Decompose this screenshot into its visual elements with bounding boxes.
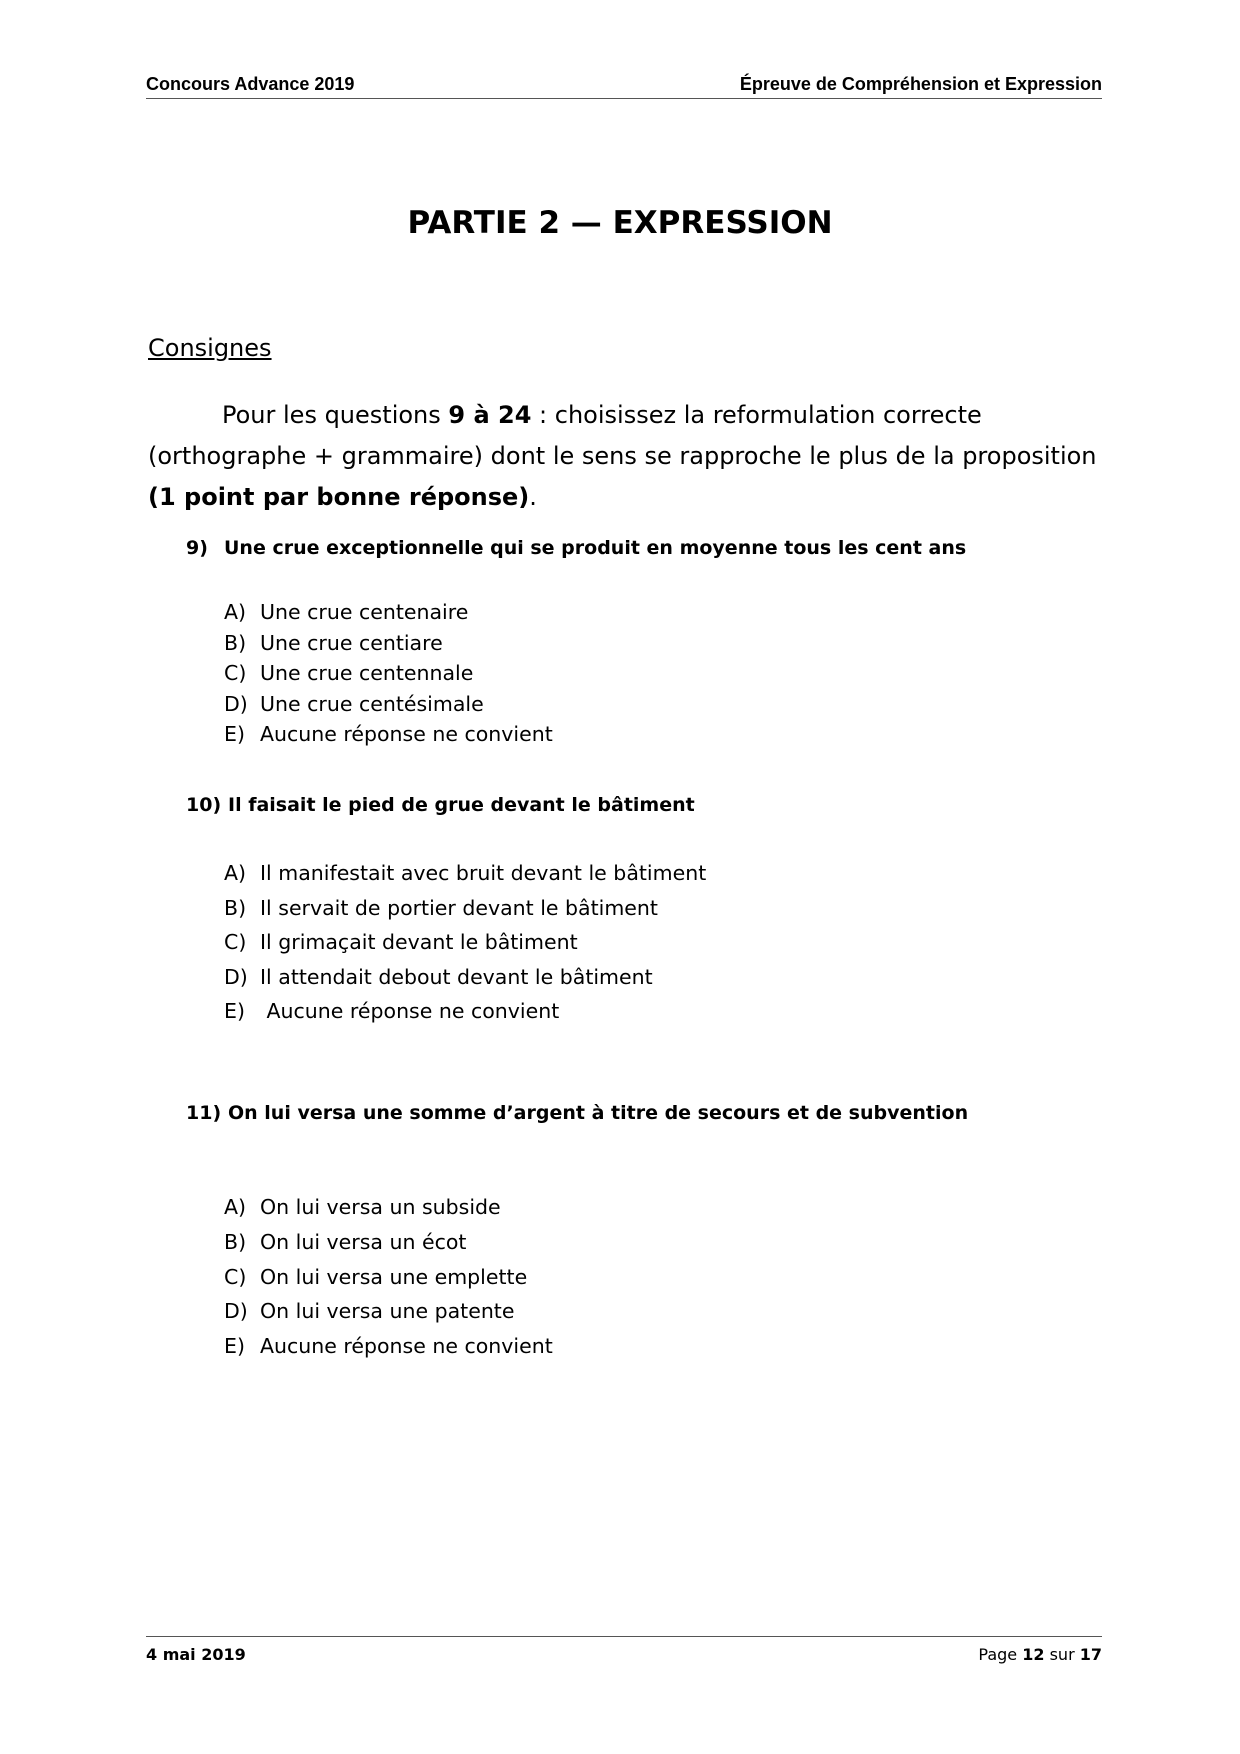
question-number: 10) xyxy=(186,794,222,816)
answer-option[interactable]: B) Il servait de portier devant le bâtiment xyxy=(224,895,658,920)
question-11 xyxy=(186,1102,968,1124)
instructions-paragraph xyxy=(148,395,1108,518)
question-number: 9) xyxy=(186,537,208,559)
answer-option[interactable]: E) Aucune réponse ne convient xyxy=(224,722,553,746)
answer-option[interactable]: A) On lui versa un subside xyxy=(224,1195,501,1219)
answer-option[interactable]: B) On lui versa un écot xyxy=(224,1229,467,1254)
page-header xyxy=(146,72,1102,99)
answer-option[interactable]: A) Une crue centenaire xyxy=(224,600,469,624)
answer-option[interactable]: C) Il grimaçait devant le bâtiment xyxy=(224,930,578,954)
points-note: (1 point par bonne réponse) xyxy=(148,483,530,511)
answer-option[interactable]: D) On lui versa une patente xyxy=(224,1299,515,1324)
page-number: Page 12 sur 17 xyxy=(978,1645,1102,1664)
footer-date: 4 mai 2019 xyxy=(146,1645,246,1664)
question-text: On lui versa une somme d’argent à titre de secours et de subvention xyxy=(228,1102,969,1124)
header-exam-section: Épreuve de Compréhension et Expression xyxy=(739,74,1102,94)
question-9 xyxy=(186,537,966,559)
instructions-line-1: Pour les questions 9 à 24 : choisissez la reformulation correcte xyxy=(222,401,982,429)
page-footer xyxy=(146,1636,1102,1667)
answer-list-11 xyxy=(224,1190,553,1364)
answer-list-10 xyxy=(224,856,706,1029)
answer-option[interactable]: E) Aucune réponse ne convient xyxy=(224,1334,553,1359)
instructions-line-2: (orthographe + grammaire) dont le sens se rapproche le plus de la proposition xyxy=(148,442,1097,470)
question-text: Il faisait le pied de grue devant le bâtiment xyxy=(228,794,695,816)
consignes-heading: Consignes xyxy=(148,334,272,362)
question-text: Une crue exceptionnelle qui se produit en moyenne tous les cent ans xyxy=(224,537,967,559)
answer-option[interactable]: D) Il attendait debout devant le bâtiment xyxy=(224,964,653,989)
question-10 xyxy=(186,794,695,816)
answer-option[interactable]: D) Une crue centésimale xyxy=(224,691,484,716)
answer-option[interactable]: B) Une crue centiare xyxy=(224,630,443,655)
answer-option[interactable]: A) Il manifestait avec bruit devant le bâtiment xyxy=(224,861,707,885)
question-number: 11) xyxy=(186,1102,222,1124)
answer-option[interactable]: E) Aucune réponse ne convient xyxy=(224,999,560,1023)
answer-option[interactable]: C) Une crue centennale xyxy=(224,661,474,685)
instructions-line-3: (1 point par bonne réponse). xyxy=(148,483,537,511)
answer-list-9 xyxy=(224,597,553,750)
answer-option[interactable]: C) On lui versa une emplette xyxy=(224,1264,528,1289)
question-range: 9 à 24 xyxy=(448,401,532,429)
header-exam-name: Concours Advance 2019 xyxy=(146,74,355,94)
page-title: PARTIE 2 — EXPRESSION xyxy=(407,205,833,241)
